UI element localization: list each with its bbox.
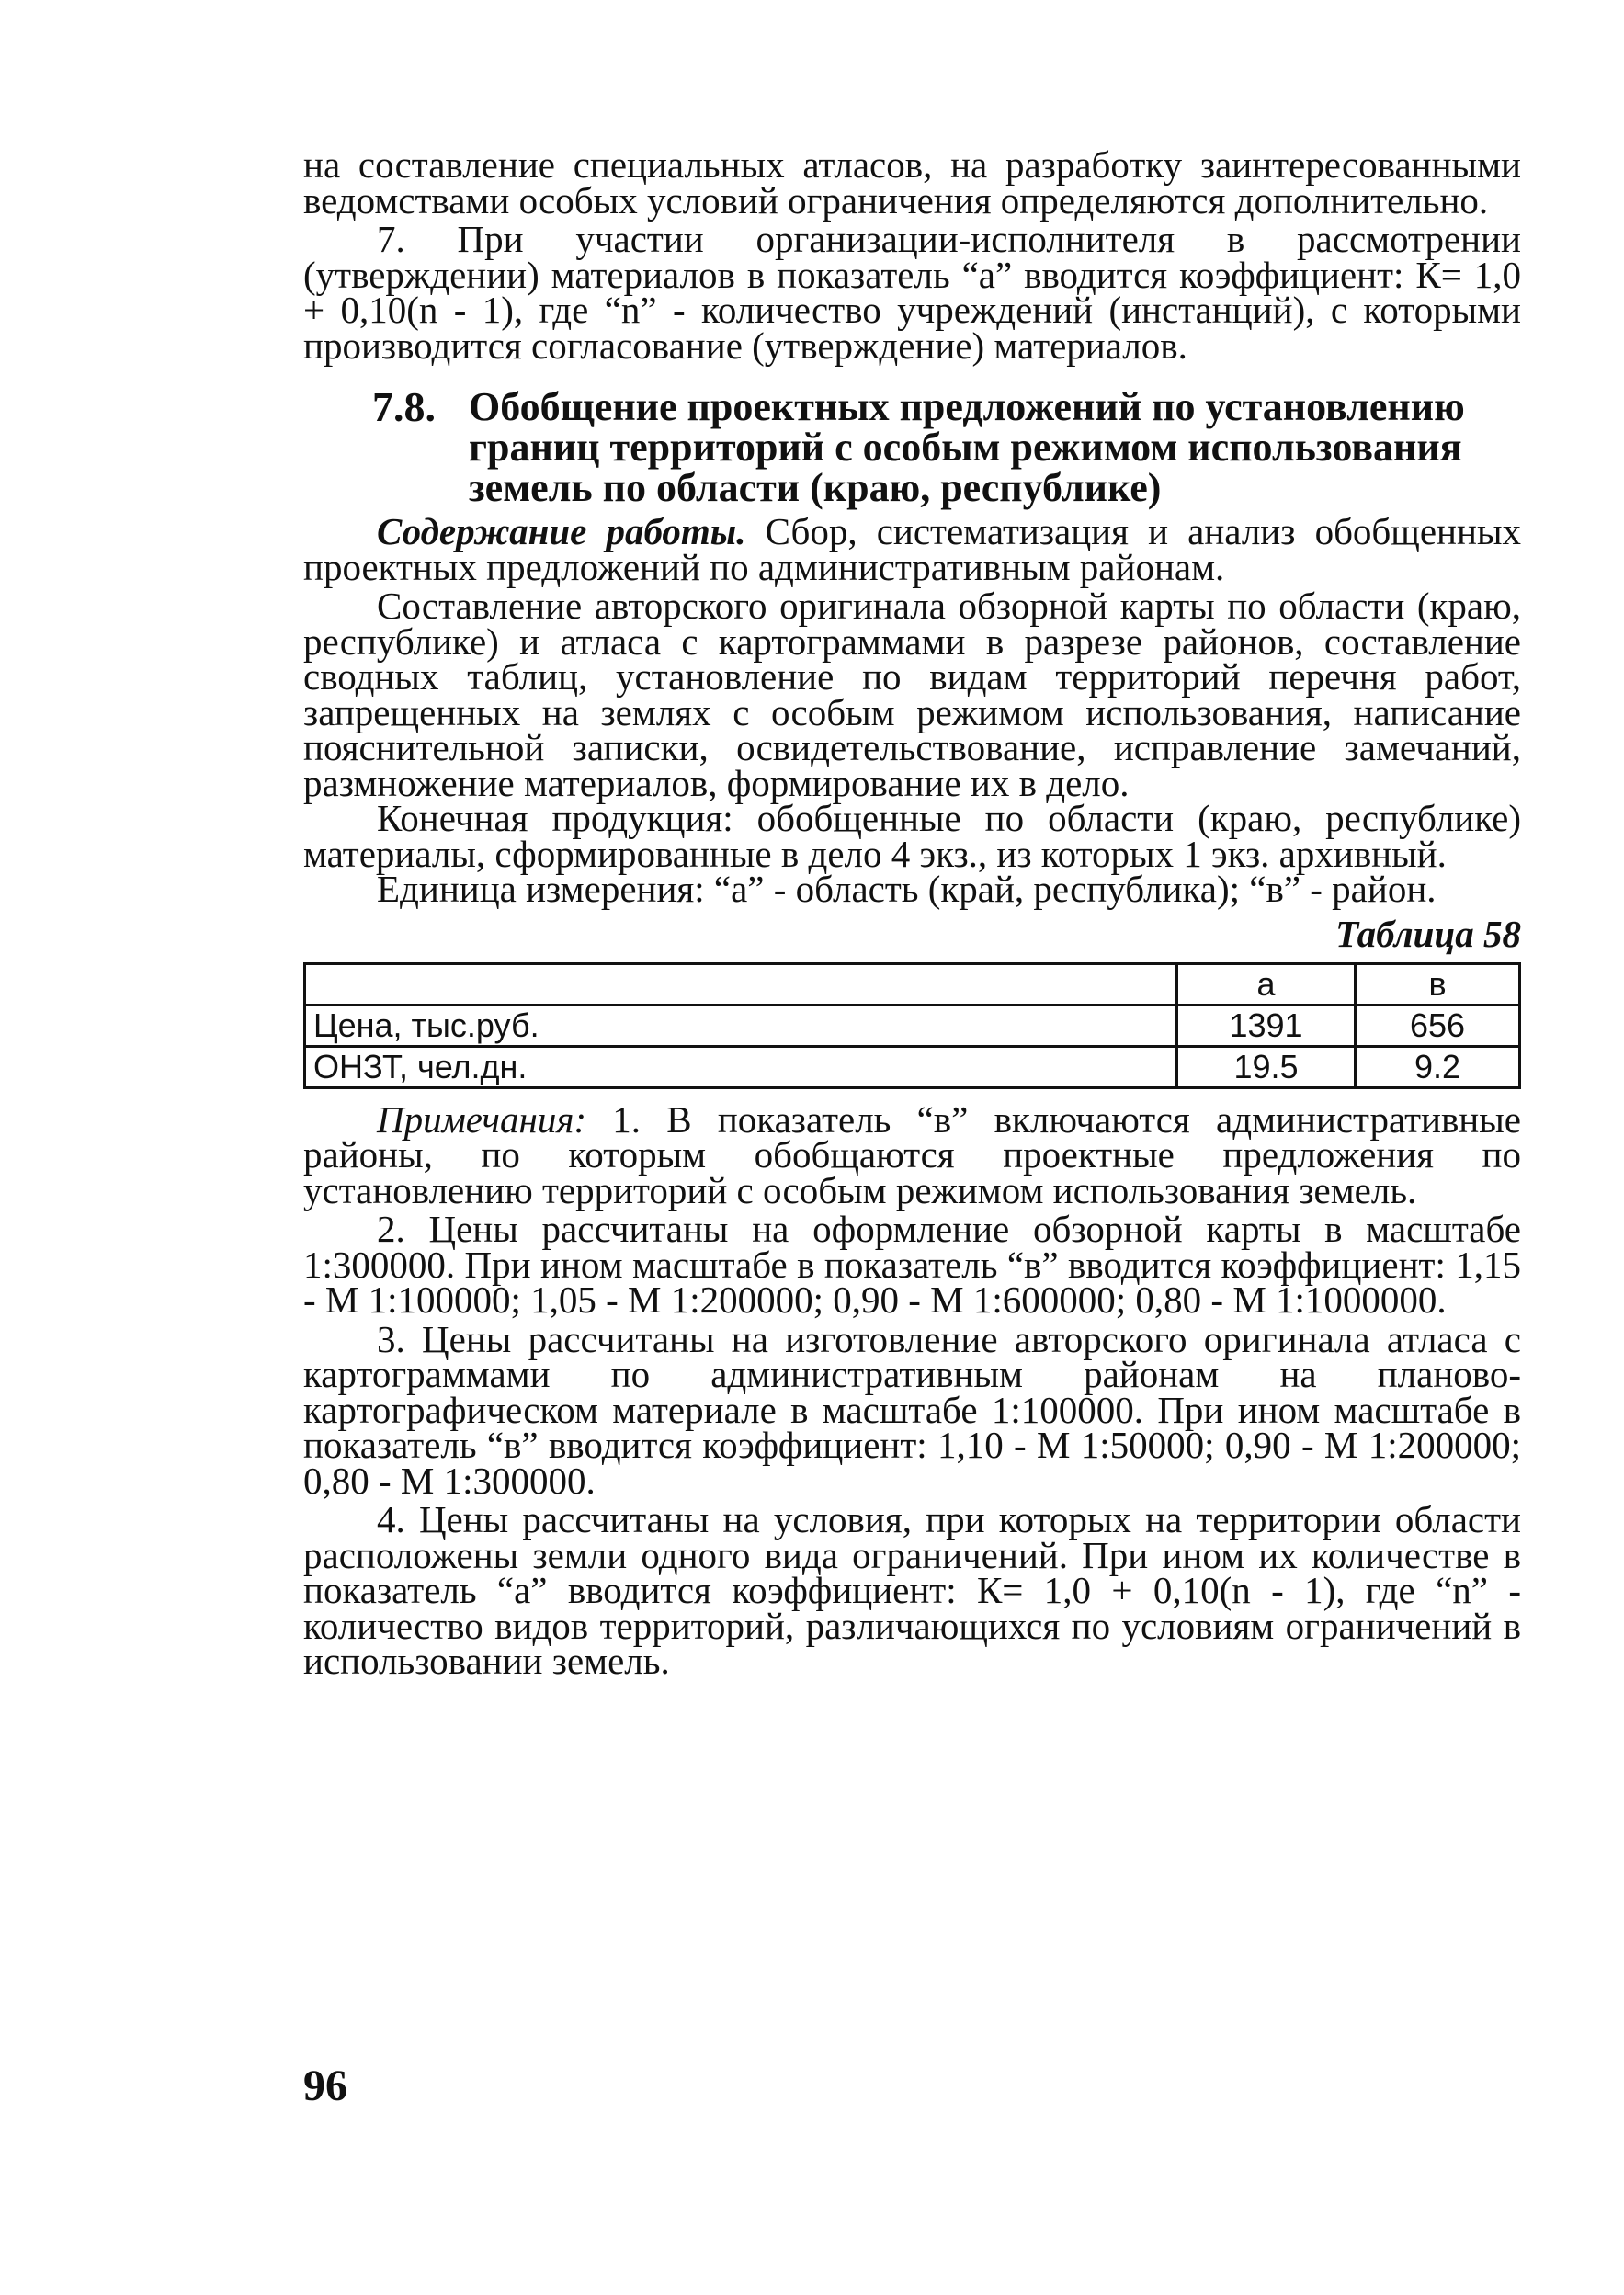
section-number: 7.8. <box>372 383 436 430</box>
table-header-row <box>305 963 1520 1005</box>
intro-paragraph: на составление специальных атласов, на разработку заинтересованными ведомствами особых условий ограничения определяются дополнительно. <box>303 143 1521 222</box>
note-4-paragraph: 4. Цены рассчитаны на условия, при которых на территории области расположены земли одного вида ограничений. При ином их количестве в показатель “а” вводится коэффициент: К= 1,0 + 0,10(n - 1), где “n” - количество видов территорий, различающихся по условиям ограничений в использовании земель. <box>303 1498 1521 1682</box>
note-1-text: 1. В показатель “в” включаются административные районы, по которым обобщаются проектные предложения по установлению территорий с особым режимом использования земель. <box>303 1097 1521 1211</box>
table-cell: 656 <box>1356 1005 1520 1046</box>
table-row-label: Цена, тыс.руб. <box>305 1005 1177 1046</box>
content-text: Сбор, систематизация и анализ обобщенных проектных предложений по административным районам. <box>303 510 1521 588</box>
table-header-cell: в <box>1356 963 1520 1005</box>
table-cell: 19.5 <box>1177 1046 1356 1087</box>
table-cell: 9.2 <box>1356 1046 1520 1087</box>
product-paragraph: Конечная продукция: обобщенные по области (краю, республике) материалы, сформированные в дело 4 экз., из которых 1 экз. архивный. <box>303 797 1521 875</box>
price-table <box>303 962 1521 1089</box>
page-number: 96 <box>303 2062 347 2110</box>
page-content <box>303 143 1521 1682</box>
section-heading <box>303 383 1521 510</box>
content-label: Содержание работы. <box>377 510 746 552</box>
item-7-paragraph: 7. При участии организации-исполнителя в рассмотрении (утверждении) материалов в показатель “а” вводится коэффициент: К= 1,0 + 0,10(n - 1), где “n” - количество учреждений (инстанций), с которыми производится согласование (утверждение) материалов. <box>303 218 1521 367</box>
table-caption: Таблица 58 <box>1335 912 1521 955</box>
note-1-paragraph <box>303 1097 1521 1211</box>
table-row-label: ОНЗТ, чел.дн. <box>305 1046 1177 1087</box>
notes-label: Примечания: <box>377 1097 587 1141</box>
table-header-cell <box>305 963 1177 1005</box>
unit-paragraph: Единица измерения: “а” - область (край, республика); “в” - район. <box>377 868 1437 910</box>
content-paragraph <box>303 510 1521 588</box>
table-cell: 1391 <box>1177 1005 1356 1046</box>
table-header-cell: а <box>1177 963 1356 1005</box>
table-row <box>305 1046 1520 1087</box>
note-3-paragraph: 3. Цены рассчитаны на изготовление авторского оригинала атласа с картограммами по административным районам на планово-картографическом материале в масштабе 1:100000. При ином масштабе в показатель “в” вводится коэффициент: 1,10 - М 1:50000; 0,90 - М 1:200000; 0,80 - М 1:300000. <box>303 1317 1521 1502</box>
table-row <box>305 1005 1520 1046</box>
compose-paragraph: Составление авторского оригинала обзорной карты по области (краю, республике) и атласа с картограммами в разрезе районов, составление сводных таблиц, установление по видам территорий перечня работ, запрещенных на землях с особым режимом использования, написание пояснительной записки, освидетельствование, исправление замечаний, размножение материалов, формирование их в дело. <box>303 585 1521 804</box>
section-title: Обобщение проектных предложений по установлению границ территорий с особым режимом использования земель по области (краю, республике) <box>469 384 1465 510</box>
note-2-paragraph: 2. Цены рассчитаны на оформление обзорной карты в масштабе 1:300000. При ином масштабе в показатель “в” вводится коэффициент: 1,15 - М 1:100000; 1,05 - М 1:200000; 0,90 - М 1:600000; 0,80 - М 1:1000000. <box>303 1208 1521 1321</box>
